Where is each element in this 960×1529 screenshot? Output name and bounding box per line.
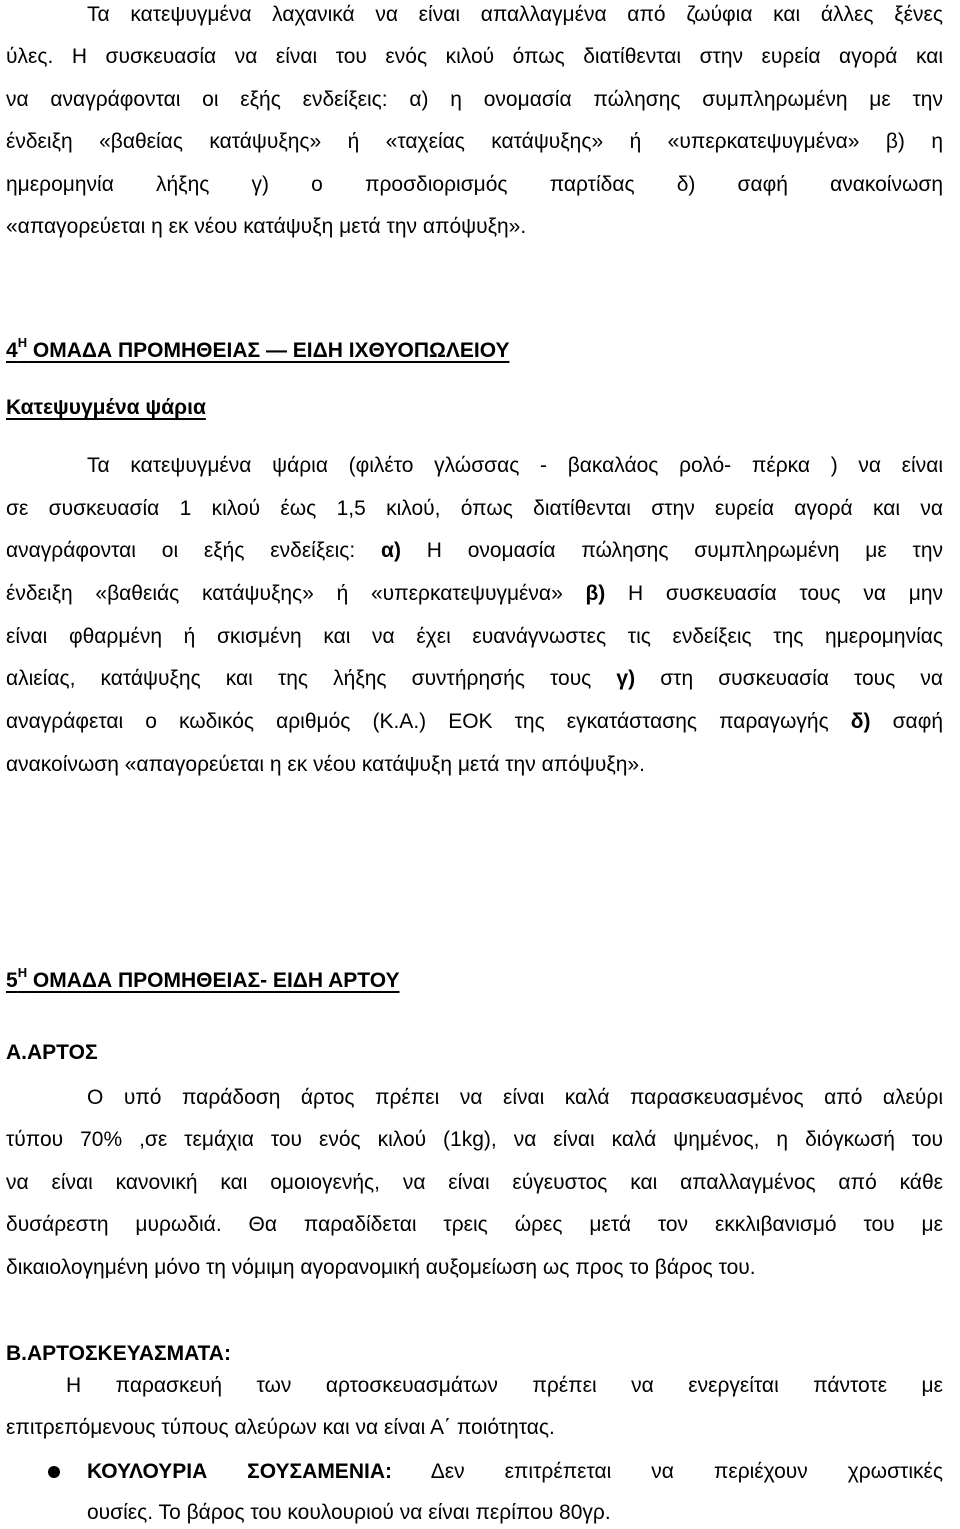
fish-line-6-c: στη συσκευασία τους να xyxy=(635,667,943,690)
bakery-line-2: επιτρεπόμενους τύπους αλεύρων και να είναι Α΄ ποιότητας. xyxy=(6,1416,555,1439)
section-4-subheading: Κατεψυγμένα ψάρια xyxy=(6,396,206,419)
vegetables-line-3: να αναγράφονται οι εξής ενδείξεις: α) η ονομασία πώλησης συμπληρωμένη με την xyxy=(6,88,943,111)
fish-marker-d: δ) xyxy=(850,710,871,733)
bread-line-3: να είναι κανονική και ομοιογενής, να είναι εύγευστος και απαλλαγμένος από κάθε xyxy=(6,1171,943,1194)
section-5-title: ΟΜΑΔΑ ΠΡΟΜΗΘΕΙΑΣ- ΕΙΔΗ ΑΡΤΟΥ xyxy=(27,969,400,992)
section-4-sup: Η xyxy=(17,335,28,350)
section-4-title: ΟΜΑΔΑ ΠΡΟΜΗΘΕΙΑΣ — ΕΙΔΗ ΙΧΘΥΟΠΩΛΕΙΟΥ xyxy=(27,339,510,362)
fish-line-1: Τα κατεψυγμένα ψάρια (φιλέτο γλώσσας - βακαλάος ρολό- πέρκα ) να είναι xyxy=(87,454,943,477)
fish-line-8: ανακοίνωση «απαγορεύεται η εκ νέου κατάψυξη μετά την απόψυξη». xyxy=(6,753,645,776)
bullet-dot xyxy=(48,1466,60,1478)
bread-line-2: τύπου 70% ,σε τεμάχια του ενός κιλού (1kg), να είναι καλά ψημένος, η διόγκωσή του xyxy=(6,1128,943,1151)
section-5-heading xyxy=(6,962,943,992)
fish-line-3-a: αναγράφονται οι εξής ενδείξεις: xyxy=(6,539,382,562)
bakery-subheading: Β.ΑΡΤΟΣΚΕΥΑΣΜΑΤΑ: xyxy=(6,1342,231,1365)
fish-line-7-c: σαφή xyxy=(870,710,943,733)
bread-line-4: δυσάρεστη μυρωδιά. Θα παραδίδεται τρεις ώρες μετά τον εκκλιβανισμό του με xyxy=(6,1213,943,1236)
section-4-heading xyxy=(6,332,943,362)
vegetables-line-6: «απαγορεύεται η εκ νέου κατάψυξη μετά την απόψυξη». xyxy=(6,215,527,238)
fish-line-4-a: ένδειξη «βαθειάς κατάψυξης» ή «υπερκατεψυγμένα» xyxy=(6,582,586,605)
bread-line-5: δικαιολογημένη μόνο τη νόμιμη αγορανομική αυξομείωση ως προς το βάρος του. xyxy=(6,1256,756,1279)
fish-line-3 xyxy=(6,538,943,564)
fish-marker-b: β) xyxy=(585,582,606,605)
fish-line-4-c: Η συσκευασία τους να μην xyxy=(605,582,943,605)
section-4-number: 4 xyxy=(6,339,18,362)
fish-line-3-c: Η ονομασία πώλησης συμπληρωμένη με την xyxy=(400,539,943,562)
vegetables-line-4: ένδειξη «βαθείας κατάψυξης» ή «ταχείας κατάψυξης» ή «υπερκατεψυγμένα» β) η xyxy=(6,130,943,153)
bullet-label: ΚΟΥΛΟΥΡΙΑ ΣΟΥΣΑΜΕΝΙΑ: xyxy=(87,1460,392,1483)
bread-line-1: Ο υπό παράδοση άρτος πρέπει να είναι καλά παρασκευασμένος από αλεύρι xyxy=(87,1086,943,1109)
fish-marker-c: γ) xyxy=(616,667,636,690)
fish-marker-a: α) xyxy=(381,539,401,562)
bullet-line-1 xyxy=(87,1459,943,1485)
vegetables-line-1: Τα κατεψυγμένα λαχανικά να είναι απαλλαγμένα από ζωύφια και άλλες ξένες xyxy=(87,3,943,26)
bread-subheading: Α.ΑΡΤΟΣ xyxy=(6,1041,98,1064)
fish-line-4 xyxy=(6,581,943,607)
section-5-sup: Η xyxy=(17,965,28,980)
fish-line-6-a: αλιείας, κατάψυξης και της λήξης συντήρησής τους xyxy=(6,667,617,690)
fish-line-6 xyxy=(6,666,943,692)
section-5-number: 5 xyxy=(6,969,18,992)
fish-line-7-a: αναγράφεται ο κωδικός αριθμός (Κ.Α.) ΕΟΚ της εγκατάστασης παραγωγής xyxy=(6,710,851,733)
bakery-line-1: Η παρασκευή των αρτοσκευασμάτων πρέπει να ενεργείται πάντοτε με xyxy=(66,1374,943,1397)
fish-line-5: είναι φθαρμένη ή σκισμένη και να έχει ευανάγνωστες τις ενδείξεις της ημερομηνίας xyxy=(6,625,943,648)
fish-line-7 xyxy=(6,709,943,735)
vegetables-line-2: ύλες. Η συσκευασία να είναι του ενός κιλού όπως διατίθενται στην ευρεία αγορά και xyxy=(6,45,943,68)
vegetables-line-5: ημερομηνία λήξης γ) ο προσδιορισμός παρτίδας δ) σαφή ανακοίνωση xyxy=(6,173,943,196)
bullet-text-1: Δεν επιτρέπεται να περιέχουν χρωστικές xyxy=(391,1460,943,1483)
bullet-line-2: ουσίες. Το βάρος του κουλουριού να είναι περίπου 80γρ. xyxy=(87,1501,611,1524)
fish-line-2: σε συσκευασία 1 κιλού έως 1,5 κιλού, όπως διατίθενται στην ευρεία αγορά και να xyxy=(6,497,943,520)
